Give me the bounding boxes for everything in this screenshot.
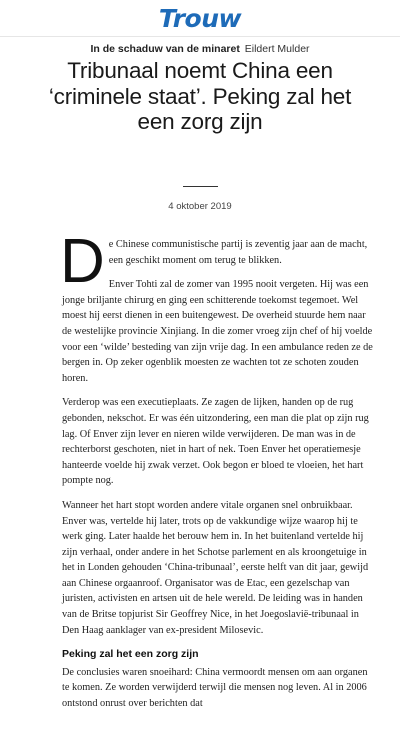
section-subheading: Peking zal het een zorg zijn xyxy=(62,648,199,661)
drop-cap: D xyxy=(60,227,105,296)
paragraph-text: e Chinese communistische partij is zeventig jaar aan de macht, een geschikt moment om terug te blikken. xyxy=(108,239,368,266)
article-body xyxy=(60,227,374,721)
rubric-label[interactable]: In de schaduw van de minaret xyxy=(90,43,240,55)
article-kicker xyxy=(0,43,400,55)
article-paragraph: Wanneer het hart stopt worden andere vitale organen snel onbruikbaar. Enver was, vertelde hij later, trots op de vakkundige wijze waarop hij te werk ging. Later haalde het berouw hem in. In het buitenland vertelde hij zijn verhaal, onder andere in het Schotse parlement en als kroongetuige in het in Londen gehouden ‘China-tribunaal’, eerste helft van dit jaar, gewijd aan Chinese orgaanroof. Organisator was de Etac, een gezelschap van juristen, activisten en artsen uit de hele wereld. De leiding was in handen van de Britse topjurist Sir Geoffrey Nice, in het Joegoslavië-tribunaal in Den Haag aanklager van ex-president Milosevic. xyxy=(62,499,369,636)
headline-divider xyxy=(183,186,218,187)
article-paragraph: Enver Tohti zal de zomer van 1995 nooit vergeten. Hij was een jonge briljante chirurg en ging een schitterende toekomst tegemoet. Wel moest hij eerst dienen in een buitengewest. De overheid stuurde hem naar de westelijke provincie Xinjiang. In die zomer vroeg zijn chef of hij voelde voor een ‘wilde’ besteding van zijn vrije dag. In een ambulance reden ze de bergen in. Op zeker ogenblik moesten ze wachten tot ze schoten zouden horen. xyxy=(62,279,373,384)
masthead xyxy=(0,0,400,37)
article-paragraph: Verderop was een executieplaats. Ze zagen de lijken, handen op de rug gebonden, nekschot. Er was één uitzondering, een man die plat op zijn rug lag. Of Enver zijn lever en nieren wilde verwijderen. De man was in de rechterborst geschoten, niet in hart of nek. Toen Enver het operatiemesje hanteerde voelde hij zwak verzet. Ook begon er bloed te vloeien, het hart pompte nog. xyxy=(62,397,369,487)
author-name[interactable]: Eildert Mulder xyxy=(244,43,310,55)
publication-date: 4 oktober 2019 xyxy=(168,201,232,212)
trouw-logo[interactable]: Trouw xyxy=(158,4,242,33)
article-headline: Tribunaal noemt China een ‘criminele staat’. Peking zal het een zorg zijn xyxy=(48,58,352,134)
article-paragraph: De conclusies waren snoeihard: China vermoordt mensen om aan organen te komen. Ze worden verwijderd terwijl die mensen nog leven. Al in 2006 ontstond onrust over berichten dat xyxy=(62,666,368,710)
article-paragraph xyxy=(60,227,374,296)
